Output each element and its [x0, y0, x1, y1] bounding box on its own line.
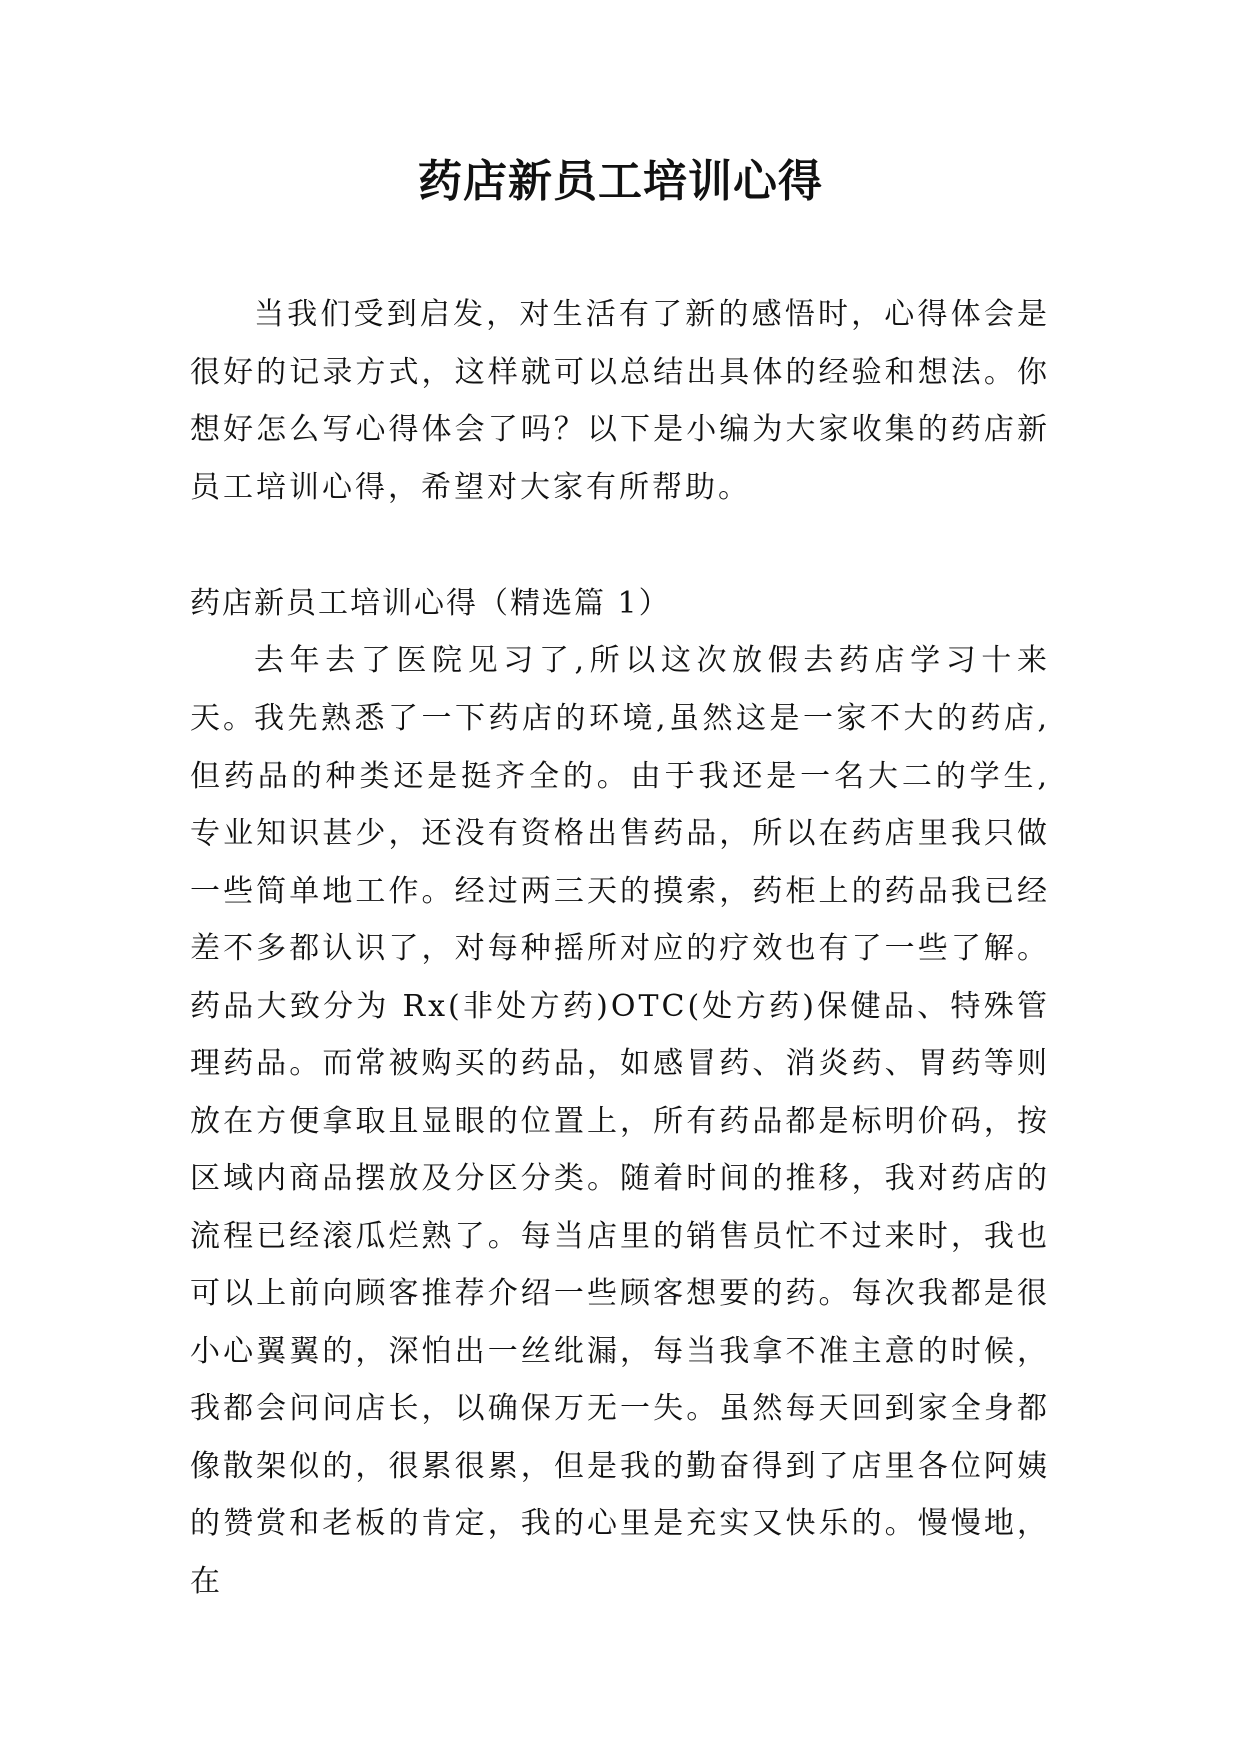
section-heading: 药店新员工培训心得（精选篇 1） [190, 586, 671, 621]
body-paragraph-2: 我先熟悉了一下药店的环境,虽然这是一家不大的药店,但药品的种类还是挺齐全的。由于我还是一名大二的学生,专业知识甚少，还没有资格出售药品，所以在药店里我只做一些简单地工作。经过两三天的摸索，药柜上的药品我已经差不多都认识了，对每种摇所对应的疗效也有了一些了解。药品大致分为 Rx(非处方药)OTC(处方药)保健品、特殊管理药品。而常被购买的药品，如感冒药、消炎药、胃药等则放在方便拿取且显眼的位置上，所有药品都是标明价码，按区域内商品摆放及分区分类。随着时间的推移，我对药店的流程已经滚瓜烂熟了。每当店里的销售员忙不过来时，我也可以上前向顾客推荐介绍一些顾客想要的药。每次我都是很小心翼翼的，深怕出一丝纰漏，每当我拿不准主意的时候，我都会问问店长，以确保万无一失。虽然每天回到家全身都像散架似的，很累很累，但是我的勤奋得到了店里各位阿姨的赞赏和老板的肯定，我的心里是充实又快乐的。慢慢地，在 [190, 701, 1050, 1599]
body-paragraph-1: 去年去了医院见习了,所以这次放假去药店学习十来天。 [190, 643, 1050, 736]
document-title: 药店新员工培训心得 [418, 156, 823, 207]
intro-paragraph: 当我们受到启发，对生活有了新的感悟时，心得体会是很好的记录方式，这样就可以总结出具体的经验和想法。你想好怎么写心得体会了吗？以下是小编为大家收集的药店新员工培训心得，希望对大家有所帮助。 [190, 297, 1050, 505]
